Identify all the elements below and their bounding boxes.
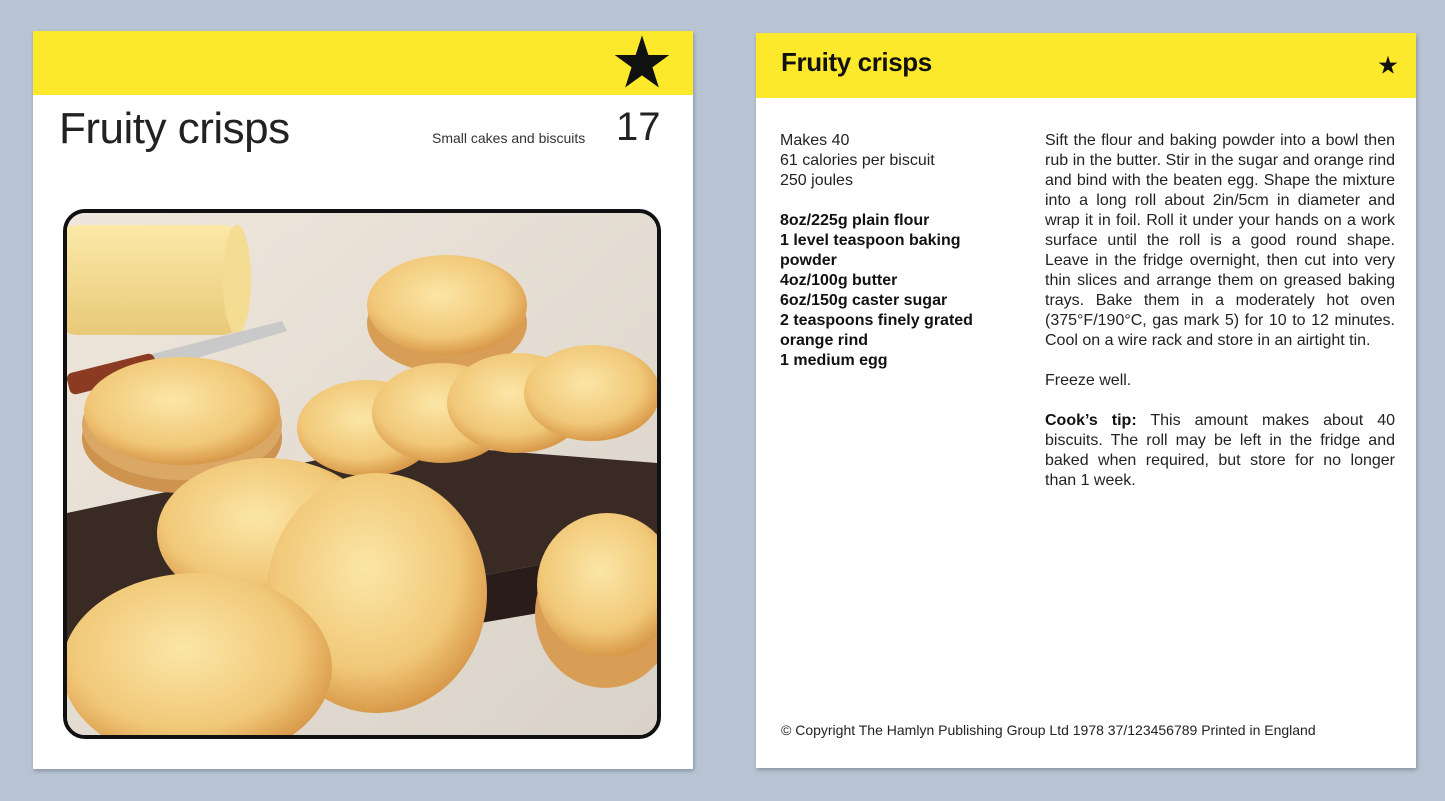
ingredient-line: 2 teaspoons finely grated: [780, 312, 973, 329]
ingredient-line: 4oz/100g butter: [780, 272, 898, 289]
tip-text: This amount makes about 40 biscuits. The roll may be left in the fridge and baked when required, but store for no longer than 1 week.: [1045, 412, 1395, 489]
ingredient-line: 1 level teaspoon baking: [780, 232, 961, 249]
recipe-method: [1045, 131, 1395, 511]
category-label: Small cakes and biscuits: [432, 130, 586, 146]
tip-label: Cook’s tip:: [1045, 412, 1137, 429]
ingredient-line: 1 medium egg: [780, 352, 888, 369]
front-title: Fruity crisps: [59, 104, 290, 153]
ingredient-line: 6oz/150g caster sugar: [780, 292, 948, 309]
card-number: 17: [616, 105, 661, 149]
back-yellow-band: [756, 33, 1416, 98]
yield-info: [780, 131, 1020, 191]
star-icon: [1378, 55, 1398, 75]
freeze-note: Freeze well.: [1045, 372, 1132, 389]
yield-line: 250 joules: [780, 172, 853, 189]
ingredient-line: powder: [780, 252, 837, 269]
ingredient-line: orange rind: [780, 332, 869, 349]
ingredients-list: [780, 211, 1020, 371]
cooks-tip: [1045, 411, 1395, 491]
yield-line: Makes 40: [780, 132, 850, 149]
recipe-summary: [780, 131, 1020, 371]
yield-line: 61 calories per biscuit: [780, 152, 935, 169]
back-title: Fruity crisps: [781, 47, 932, 77]
copyright-notice: © Copyright The Hamlyn Publishing Group Ltd 1978 37/123456789 Printed in England: [781, 722, 1316, 738]
method-text: Sift the flour and baking powder into a bowl then rub in the butter. Stir in the sugar and orange rind and bind with the beaten egg. Shape the mixture into a long roll about 2in/5cm in diameter and wrap it in foil. Roll it under your hands on a work surface until the roll is a good round shape. Leave in the fridge overnight, then cut into very thin slices and arrange them on greased baking trays. Bake them in a moderately hot oven (375°F/190°C, gas mark 5) for 10 to 12 minutes. Cool on a wire rack and store in an airtight tin.: [1045, 132, 1395, 349]
front-yellow-band: [33, 31, 693, 95]
biscuits-photo: [63, 209, 661, 739]
back-card: [756, 33, 1416, 768]
ingredient-line: 8oz/225g plain flour: [780, 212, 930, 229]
star-icon: [613, 33, 671, 91]
front-card: [33, 31, 693, 769]
